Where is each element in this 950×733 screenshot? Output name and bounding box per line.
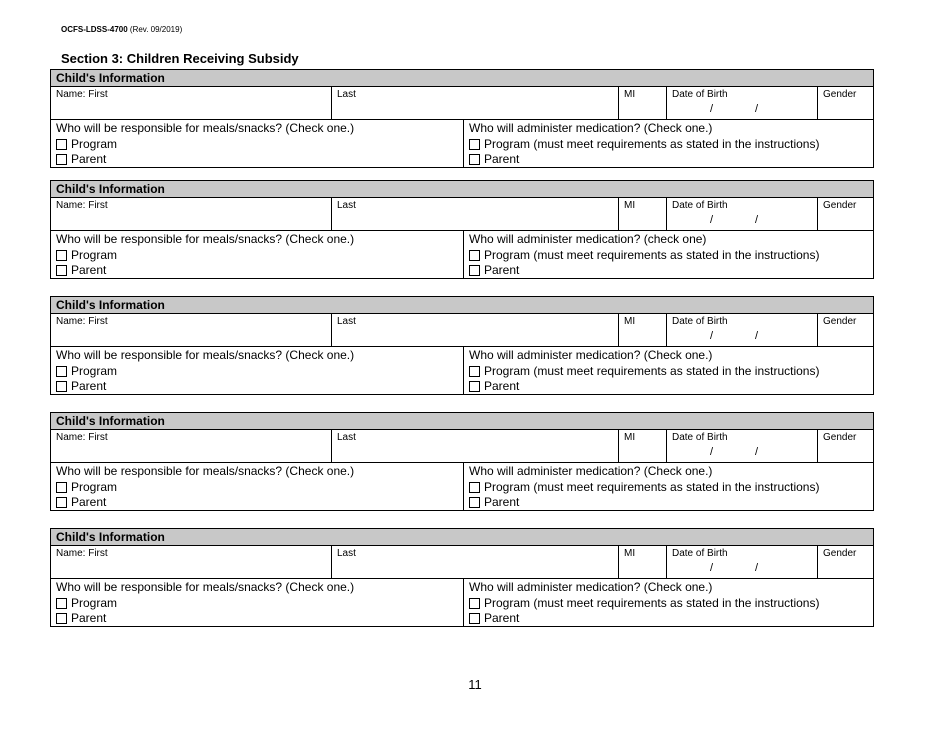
meals-section: [51, 579, 464, 626]
date-separator: /: [710, 103, 714, 115]
gender-field[interactable]: [818, 546, 873, 578]
meals-parent-checkbox[interactable]: [56, 381, 67, 392]
medication-program-checkbox[interactable]: [469, 250, 480, 261]
meals-section: [51, 463, 464, 510]
meals-parent-label: Parent: [71, 379, 107, 393]
medication-parent-checkbox[interactable]: [469, 497, 480, 508]
first-name-label: Name: First: [56, 200, 108, 211]
first-name-label: Name: First: [56, 89, 108, 100]
medication-program-checkbox[interactable]: [469, 139, 480, 150]
medication-section: [464, 579, 873, 626]
name-row: [51, 87, 873, 120]
meals-option-parent[interactable]: [56, 379, 463, 395]
medication-parent-label: Parent: [484, 495, 520, 509]
meals-program-checkbox[interactable]: [56, 250, 67, 261]
medication-program-label: Program (must meet requirements as stated in the instructions): [484, 595, 820, 610]
middle-initial-label: MI: [624, 432, 636, 443]
name-row: [51, 314, 873, 347]
meals-question: Who will be responsible for meals/snacks? (Check one.): [56, 580, 355, 594]
gender-field[interactable]: [818, 87, 873, 119]
name-row: [51, 546, 873, 579]
child-info-block: [50, 180, 874, 279]
meals-section: [51, 347, 464, 394]
name-row: [51, 198, 873, 231]
meals-parent-checkbox[interactable]: [56, 613, 67, 624]
medication-parent-label: Parent: [484, 263, 520, 277]
first-name-label: Name: First: [56, 316, 108, 327]
medication-option-parent[interactable]: [469, 379, 873, 395]
form-revision: (Rev. 09/2019): [127, 25, 183, 34]
child-info-header: Child's Information: [51, 297, 873, 314]
meals-parent-label: Parent: [71, 152, 107, 166]
medication-parent-label: Parent: [484, 611, 520, 625]
gender-field[interactable]: [818, 314, 873, 346]
medication-program-label: Program (must meet requirements as stated in the instructions): [484, 363, 820, 378]
meals-option-program[interactable]: [56, 480, 463, 496]
check-row: [51, 120, 873, 167]
meals-option-program[interactable]: [56, 596, 463, 612]
meals-parent-checkbox[interactable]: [56, 497, 67, 508]
date-of-birth-label: Date of Birth: [672, 316, 728, 327]
medication-parent-checkbox[interactable]: [469, 265, 480, 276]
medication-question: Who will administer medication? (Check one.): [469, 348, 713, 362]
first-name-field[interactable]: [51, 546, 332, 578]
first-name-field[interactable]: [51, 87, 332, 119]
medication-program-label: Program (must meet requirements as stated in the instructions): [484, 479, 820, 494]
meals-program-checkbox[interactable]: [56, 482, 67, 493]
last-name-field[interactable]: [332, 198, 619, 230]
medication-parent-label: Parent: [484, 152, 520, 166]
medication-option-program[interactable]: [469, 480, 873, 496]
section-title: Section 3: Children Receiving Subsidy: [61, 51, 299, 66]
medication-question: Who will administer medication? (Check one.): [469, 121, 713, 135]
check-row: [51, 231, 873, 278]
medication-option-parent[interactable]: [469, 263, 873, 279]
medication-program-label: Program (must meet requirements as stated in the instructions): [484, 136, 820, 151]
medication-section: [464, 120, 873, 167]
last-name-label: Last: [337, 432, 356, 443]
meals-option-parent[interactable]: [56, 495, 463, 511]
meals-program-label: Program: [71, 247, 118, 262]
date-separator: /: [755, 103, 759, 115]
medication-program-checkbox[interactable]: [469, 598, 480, 609]
first-name-field[interactable]: [51, 314, 332, 346]
date-of-birth-label: Date of Birth: [672, 200, 728, 211]
medication-program-checkbox[interactable]: [469, 366, 480, 377]
medication-parent-checkbox[interactable]: [469, 154, 480, 165]
medication-parent-label: Parent: [484, 379, 520, 393]
medication-program-label: Program (must meet requirements as stated in the instructions): [484, 247, 820, 262]
middle-initial-field[interactable]: [619, 430, 667, 462]
meals-option-program[interactable]: [56, 137, 463, 153]
medication-option-program[interactable]: [469, 248, 873, 264]
medication-parent-checkbox[interactable]: [469, 381, 480, 392]
meals-program-checkbox[interactable]: [56, 366, 67, 377]
form-code: OCFS-LDSS-4700: [61, 25, 128, 34]
date-separator: /: [755, 214, 759, 226]
medication-option-program[interactable]: [469, 364, 873, 380]
meals-question: Who will be responsible for meals/snacks? (Check one.): [56, 348, 355, 362]
last-name-field[interactable]: [332, 430, 619, 462]
meals-parent-label: Parent: [71, 263, 107, 277]
first-name-label: Name: First: [56, 432, 108, 443]
date-separator: /: [710, 446, 714, 458]
check-row: [51, 463, 873, 510]
middle-initial-field[interactable]: [619, 314, 667, 346]
check-row: [51, 347, 873, 394]
last-name-field[interactable]: [332, 87, 619, 119]
date-of-birth-field[interactable]: [667, 430, 818, 462]
check-row: [51, 579, 873, 626]
middle-initial-field[interactable]: [619, 198, 667, 230]
first-name-label: Name: First: [56, 548, 108, 559]
child-info-block: [50, 412, 874, 511]
meals-option-program[interactable]: [56, 248, 463, 264]
medication-section: [464, 463, 873, 510]
gender-label: Gender: [823, 89, 857, 100]
medication-option-parent[interactable]: [469, 611, 873, 627]
date-of-birth-field[interactable]: [667, 87, 818, 119]
medication-question: Who will administer medication? (Check one.): [469, 464, 713, 478]
meals-program-checkbox[interactable]: [56, 139, 67, 150]
form-id: [61, 25, 182, 34]
medication-question: Who will administer medication? (check one): [469, 232, 707, 246]
child-info-block: [50, 296, 874, 395]
child-info-header: Child's Information: [51, 413, 873, 430]
medication-question: Who will administer medication? (Check one.): [469, 580, 713, 594]
gender-label: Gender: [823, 200, 857, 211]
gender-field[interactable]: [818, 430, 873, 462]
last-name-label: Last: [337, 548, 356, 559]
meals-question: Who will be responsible for meals/snacks? (Check one.): [56, 464, 355, 478]
medication-section: [464, 231, 873, 278]
last-name-field[interactable]: [332, 546, 619, 578]
last-name-label: Last: [337, 89, 356, 100]
medication-parent-checkbox[interactable]: [469, 613, 480, 624]
last-name-label: Last: [337, 316, 356, 327]
date-of-birth-label: Date of Birth: [672, 432, 728, 443]
meals-program-label: Program: [71, 363, 118, 378]
child-info-header: Child's Information: [51, 181, 873, 198]
date-separator: /: [755, 330, 759, 342]
name-row: [51, 430, 873, 463]
gender-label: Gender: [823, 432, 857, 443]
last-name-field[interactable]: [332, 314, 619, 346]
meals-parent-label: Parent: [71, 495, 107, 509]
meals-parent-checkbox[interactable]: [56, 154, 67, 165]
date-of-birth-field[interactable]: [667, 546, 818, 578]
date-of-birth-label: Date of Birth: [672, 89, 728, 100]
first-name-field[interactable]: [51, 198, 332, 230]
date-of-birth-field[interactable]: [667, 198, 818, 230]
date-of-birth-label: Date of Birth: [672, 548, 728, 559]
middle-initial-label: MI: [624, 89, 636, 100]
meals-program-checkbox[interactable]: [56, 598, 67, 609]
meals-program-label: Program: [71, 595, 118, 610]
medication-option-parent[interactable]: [469, 495, 873, 511]
meals-section: [51, 231, 464, 278]
date-separator: /: [710, 330, 714, 342]
medication-program-checkbox[interactable]: [469, 482, 480, 493]
date-of-birth-field[interactable]: [667, 314, 818, 346]
meals-option-parent[interactable]: [56, 263, 463, 279]
page-number: 11: [468, 677, 482, 692]
date-separator: /: [710, 214, 714, 226]
middle-initial-field[interactable]: [619, 87, 667, 119]
child-info-block: [50, 528, 874, 627]
medication-option-program[interactable]: [469, 137, 873, 153]
meals-parent-label: Parent: [71, 611, 107, 625]
meals-program-label: Program: [71, 479, 118, 494]
date-separator: /: [755, 446, 759, 458]
middle-initial-label: MI: [624, 200, 636, 211]
medication-section: [464, 347, 873, 394]
child-info-header: Child's Information: [51, 529, 873, 546]
middle-initial-label: MI: [624, 548, 636, 559]
meals-parent-checkbox[interactable]: [56, 265, 67, 276]
meals-program-label: Program: [71, 136, 118, 151]
gender-label: Gender: [823, 316, 857, 327]
gender-label: Gender: [823, 548, 857, 559]
meals-section: [51, 120, 464, 167]
date-separator: /: [755, 562, 759, 574]
medication-option-parent[interactable]: [469, 152, 873, 168]
child-info-block: [50, 69, 874, 168]
child-info-header: Child's Information: [51, 70, 873, 87]
meals-option-program[interactable]: [56, 364, 463, 380]
middle-initial-field[interactable]: [619, 546, 667, 578]
meals-question: Who will be responsible for meals/snacks? (Check one.): [56, 121, 355, 135]
date-separator: /: [710, 562, 714, 574]
meals-option-parent[interactable]: [56, 152, 463, 168]
gender-field[interactable]: [818, 198, 873, 230]
medication-option-program[interactable]: [469, 596, 873, 612]
middle-initial-label: MI: [624, 316, 636, 327]
last-name-label: Last: [337, 200, 356, 211]
first-name-field[interactable]: [51, 430, 332, 462]
meals-question: Who will be responsible for meals/snacks? (Check one.): [56, 232, 355, 246]
meals-option-parent[interactable]: [56, 611, 463, 627]
